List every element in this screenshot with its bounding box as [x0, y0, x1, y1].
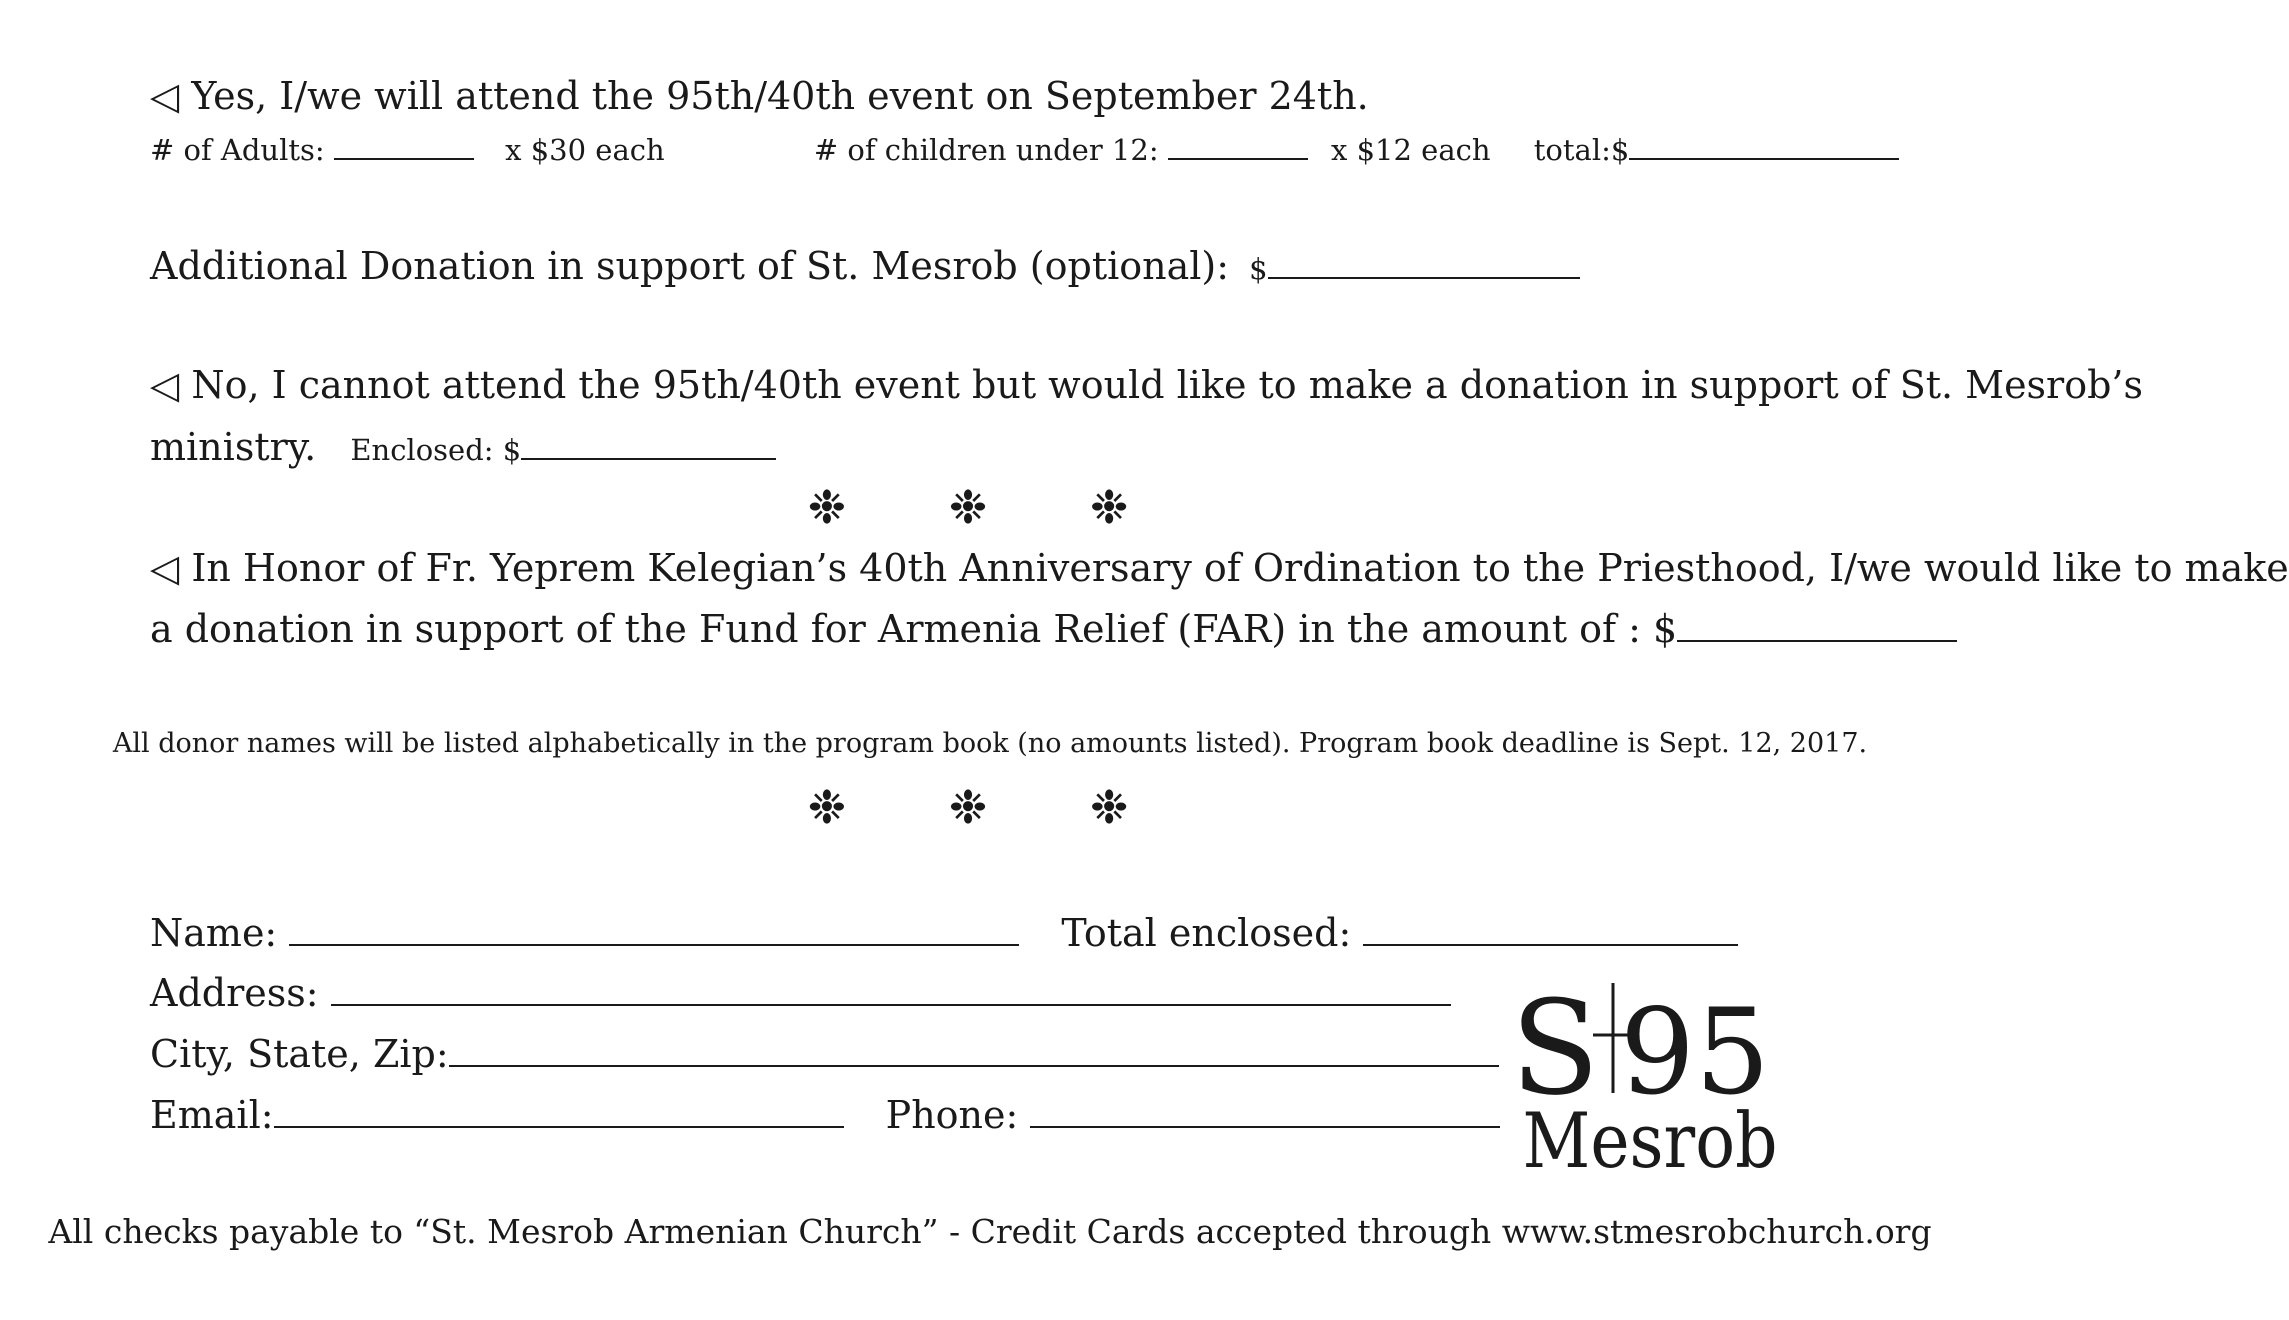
enclosed-label: Enclosed: $: [350, 433, 522, 467]
donor-note: All donor names will be listed alphabetically in the program book (no amounts listed). Program book deadline is Sept. 12, 2017.: [112, 728, 1868, 759]
donation-line: [150, 243, 1580, 292]
email-label: Email:: [150, 1093, 274, 1137]
enclosed-amount-field[interactable]: [521, 434, 776, 460]
name-row: [150, 910, 1738, 956]
attend-text: Yes, I/we will attend the 95th/40th event on September 24th.: [191, 74, 1369, 118]
no-attend-line-2: [150, 424, 776, 473]
adults-count-field[interactable]: [334, 134, 474, 160]
email-row: [150, 1092, 1500, 1138]
adults-rate: x $30 each: [505, 133, 665, 167]
ornament-divider-2: ❉ ❉ ❉: [807, 780, 1173, 834]
phone-label: Phone:: [885, 1093, 1019, 1137]
attend-count-row: [150, 127, 1899, 173]
logo-letter: S: [1510, 972, 1600, 1124]
city-row: [150, 1031, 1499, 1077]
honor-line: [150, 545, 2289, 591]
city-label: City, State, Zip:: [150, 1032, 449, 1076]
no-attend-text: No, I cannot attend the 95th/40th event but would like to make a donation in support of St. Mesrob’s: [191, 363, 2144, 407]
address-label: Address:: [150, 971, 319, 1015]
city-state-zip-field[interactable]: [449, 1041, 1499, 1067]
children-count-field[interactable]: [1168, 134, 1308, 160]
phone-field[interactable]: [1030, 1102, 1500, 1128]
total-enclosed-label: Total enclosed:: [1061, 911, 1352, 955]
address-field[interactable]: [331, 980, 1451, 1006]
children-label: # of children under 12:: [813, 133, 1159, 167]
no-attend-checkbox-marker[interactable]: ◁: [150, 363, 180, 407]
email-field[interactable]: [274, 1102, 844, 1128]
attend-line: [150, 73, 1369, 119]
no-attend-line: [150, 362, 2143, 408]
total-amount-field[interactable]: [1629, 134, 1899, 160]
honor-checkbox-marker[interactable]: ◁: [150, 546, 180, 590]
honor-text: In Honor of Fr. Yeprem Kelegian’s 40th Anniversary of Ordination to the Priesthood, I/we would like to make: [191, 546, 2289, 590]
donation-amount-field[interactable]: [1268, 253, 1580, 279]
adults-label: # of Adults:: [150, 133, 325, 167]
footer-note: All checks payable to “St. Mesrob Armenian Church” - Credit Cards accepted through www.stmesrobchurch.org: [48, 1212, 1932, 1251]
total-label: total:$: [1533, 133, 1630, 167]
logo-word: Mesrob: [1522, 1096, 1778, 1185]
donation-currency: $: [1249, 252, 1268, 286]
address-row: [150, 970, 1451, 1016]
name-label: Name:: [150, 911, 278, 955]
honor-amount-field[interactable]: [1677, 616, 1957, 642]
children-rate: x $12 each: [1331, 133, 1491, 167]
st-mesrob-95-logo: [1510, 972, 1785, 1185]
logo-number: 95: [1619, 983, 1771, 1121]
no-attend-text-2: ministry.: [150, 425, 317, 469]
name-field[interactable]: [289, 920, 1019, 946]
attend-checkbox-marker[interactable]: ◁: [150, 74, 180, 118]
honor-text-2: a donation in support of the Fund for Armenia Relief (FAR) in the amount of : $: [150, 607, 1678, 651]
honor-line-2: [150, 606, 1957, 652]
donation-label: Additional Donation in support of St. Mesrob (optional):: [150, 244, 1230, 288]
ornament-divider: ❉ ❉ ❉: [807, 480, 1173, 534]
total-enclosed-field[interactable]: [1363, 920, 1738, 946]
